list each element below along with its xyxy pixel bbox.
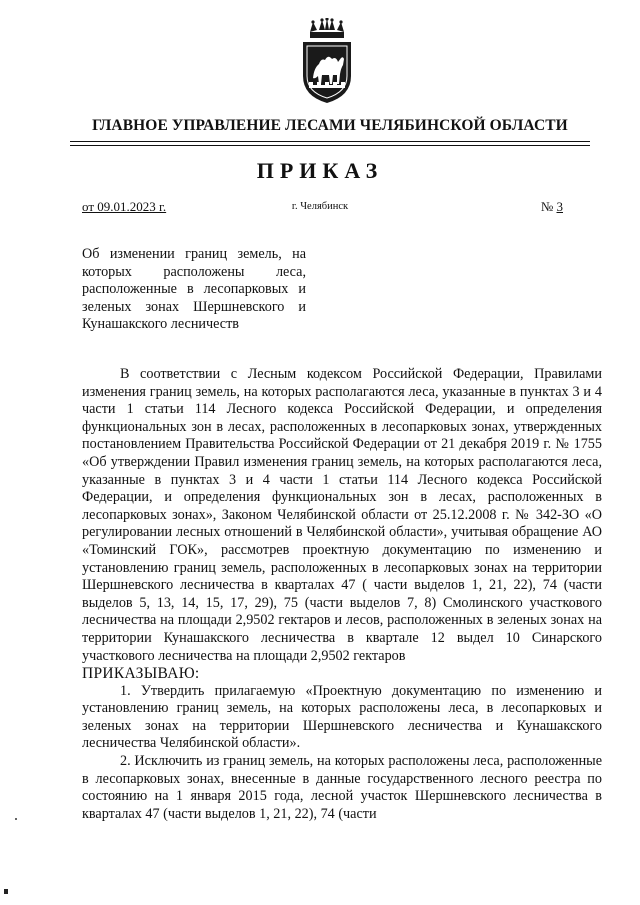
organization-name: ГЛАВНОЕ УПРАВЛЕНИЕ ЛЕСАМИ ЧЕЛЯБИНСКОЙ ОБЛАСТИ xyxy=(92,117,568,134)
order-heading: ПРИКАЗЫВАЮ: xyxy=(82,665,200,683)
document-subject: Об изменении границ земель, на которых расположены леса, расположенные в лесопарковых и зеленых зонах Шершневского и Кунашакского лесничеств xyxy=(82,246,306,333)
preamble-paragraph: В соответствии с Лесным кодексом Российской Федерации, Правилами изменения границ земель, на которых располагаются леса, указанные в пунктах 3 и 4 части 1 статьи 114 Лесного кодекса Российской Федерации, и определения функциональных зон в лесах, расположенных в лесопарковых зонах, утвержденных постановлением Правительства Российской Федерации от 21 декабря 2019 г. № 1755 «Об утверждении Правил изменения границ земель, на которых располагаются леса, указанные в пунктах 3 и 4 части 1 статьи 114 Лесного кодекса Российской Федерации, и определения функциональных зон в лесах, расположенных в лесопарковых зонах», Законом Челябинской области от 25.12.2008 г. № 342-ЗО «О регулировании лесных отношений в Челябинской области», учитывая обращение АО «Томинский ГОК», рассмотрев проектную документацию по изменению и установлению границ земель, расположенных в лесопарковых зонах на территории Шершневского лесничества в кварталах 47 ( части выделов 1, 21, 22), 74 (части выделов 5, 13, 14, 15, 17, 29), 75 (части выделов 7, 8) Смолинского участкового лесничества на площади 2,9502 гектаров и лесов, расположенных в зеленых зонах на территории Кунашакского лесничества в квартале 12 выдел 10 Синарского участкового лесничества на площади 2,9502 гектаров xyxy=(82,366,602,664)
scan-speck xyxy=(15,818,17,820)
document-body xyxy=(82,366,602,823)
header-divider-bottom xyxy=(70,145,590,146)
order-item-2: 2. Исключить из границ земель, на которых расположены леса, расположенные в лесопарковых зонах, внесенные в данные государственного лесного реестра по состоянию на 1 января 2015 года, лесной участок Шершневского лесничества в кварталах 47 (части выделов 1, 21, 22), 74 (части xyxy=(82,753,602,822)
document-date: от 09.01.2023 г. xyxy=(82,199,167,214)
coat-of-arms-emblem xyxy=(297,18,357,104)
document-number-value: 3 xyxy=(556,199,563,214)
scan-edge-mark xyxy=(4,889,8,894)
header-divider-top xyxy=(70,141,590,142)
document-title: ПРИКАЗ xyxy=(256,158,384,183)
document-city: г. Челябинск xyxy=(291,201,349,212)
document-number-prefix: № xyxy=(540,199,557,214)
document-number xyxy=(541,199,563,215)
order-item-1: 1. Утвердить прилагаемую «Проектную документацию по изменению и установлению границ земель, на которых расположены леса, в лесопарковых и зеленых зонах на территории Шершневского лесничества и Кунашакского лесничества Челябинской области». xyxy=(82,682,602,752)
